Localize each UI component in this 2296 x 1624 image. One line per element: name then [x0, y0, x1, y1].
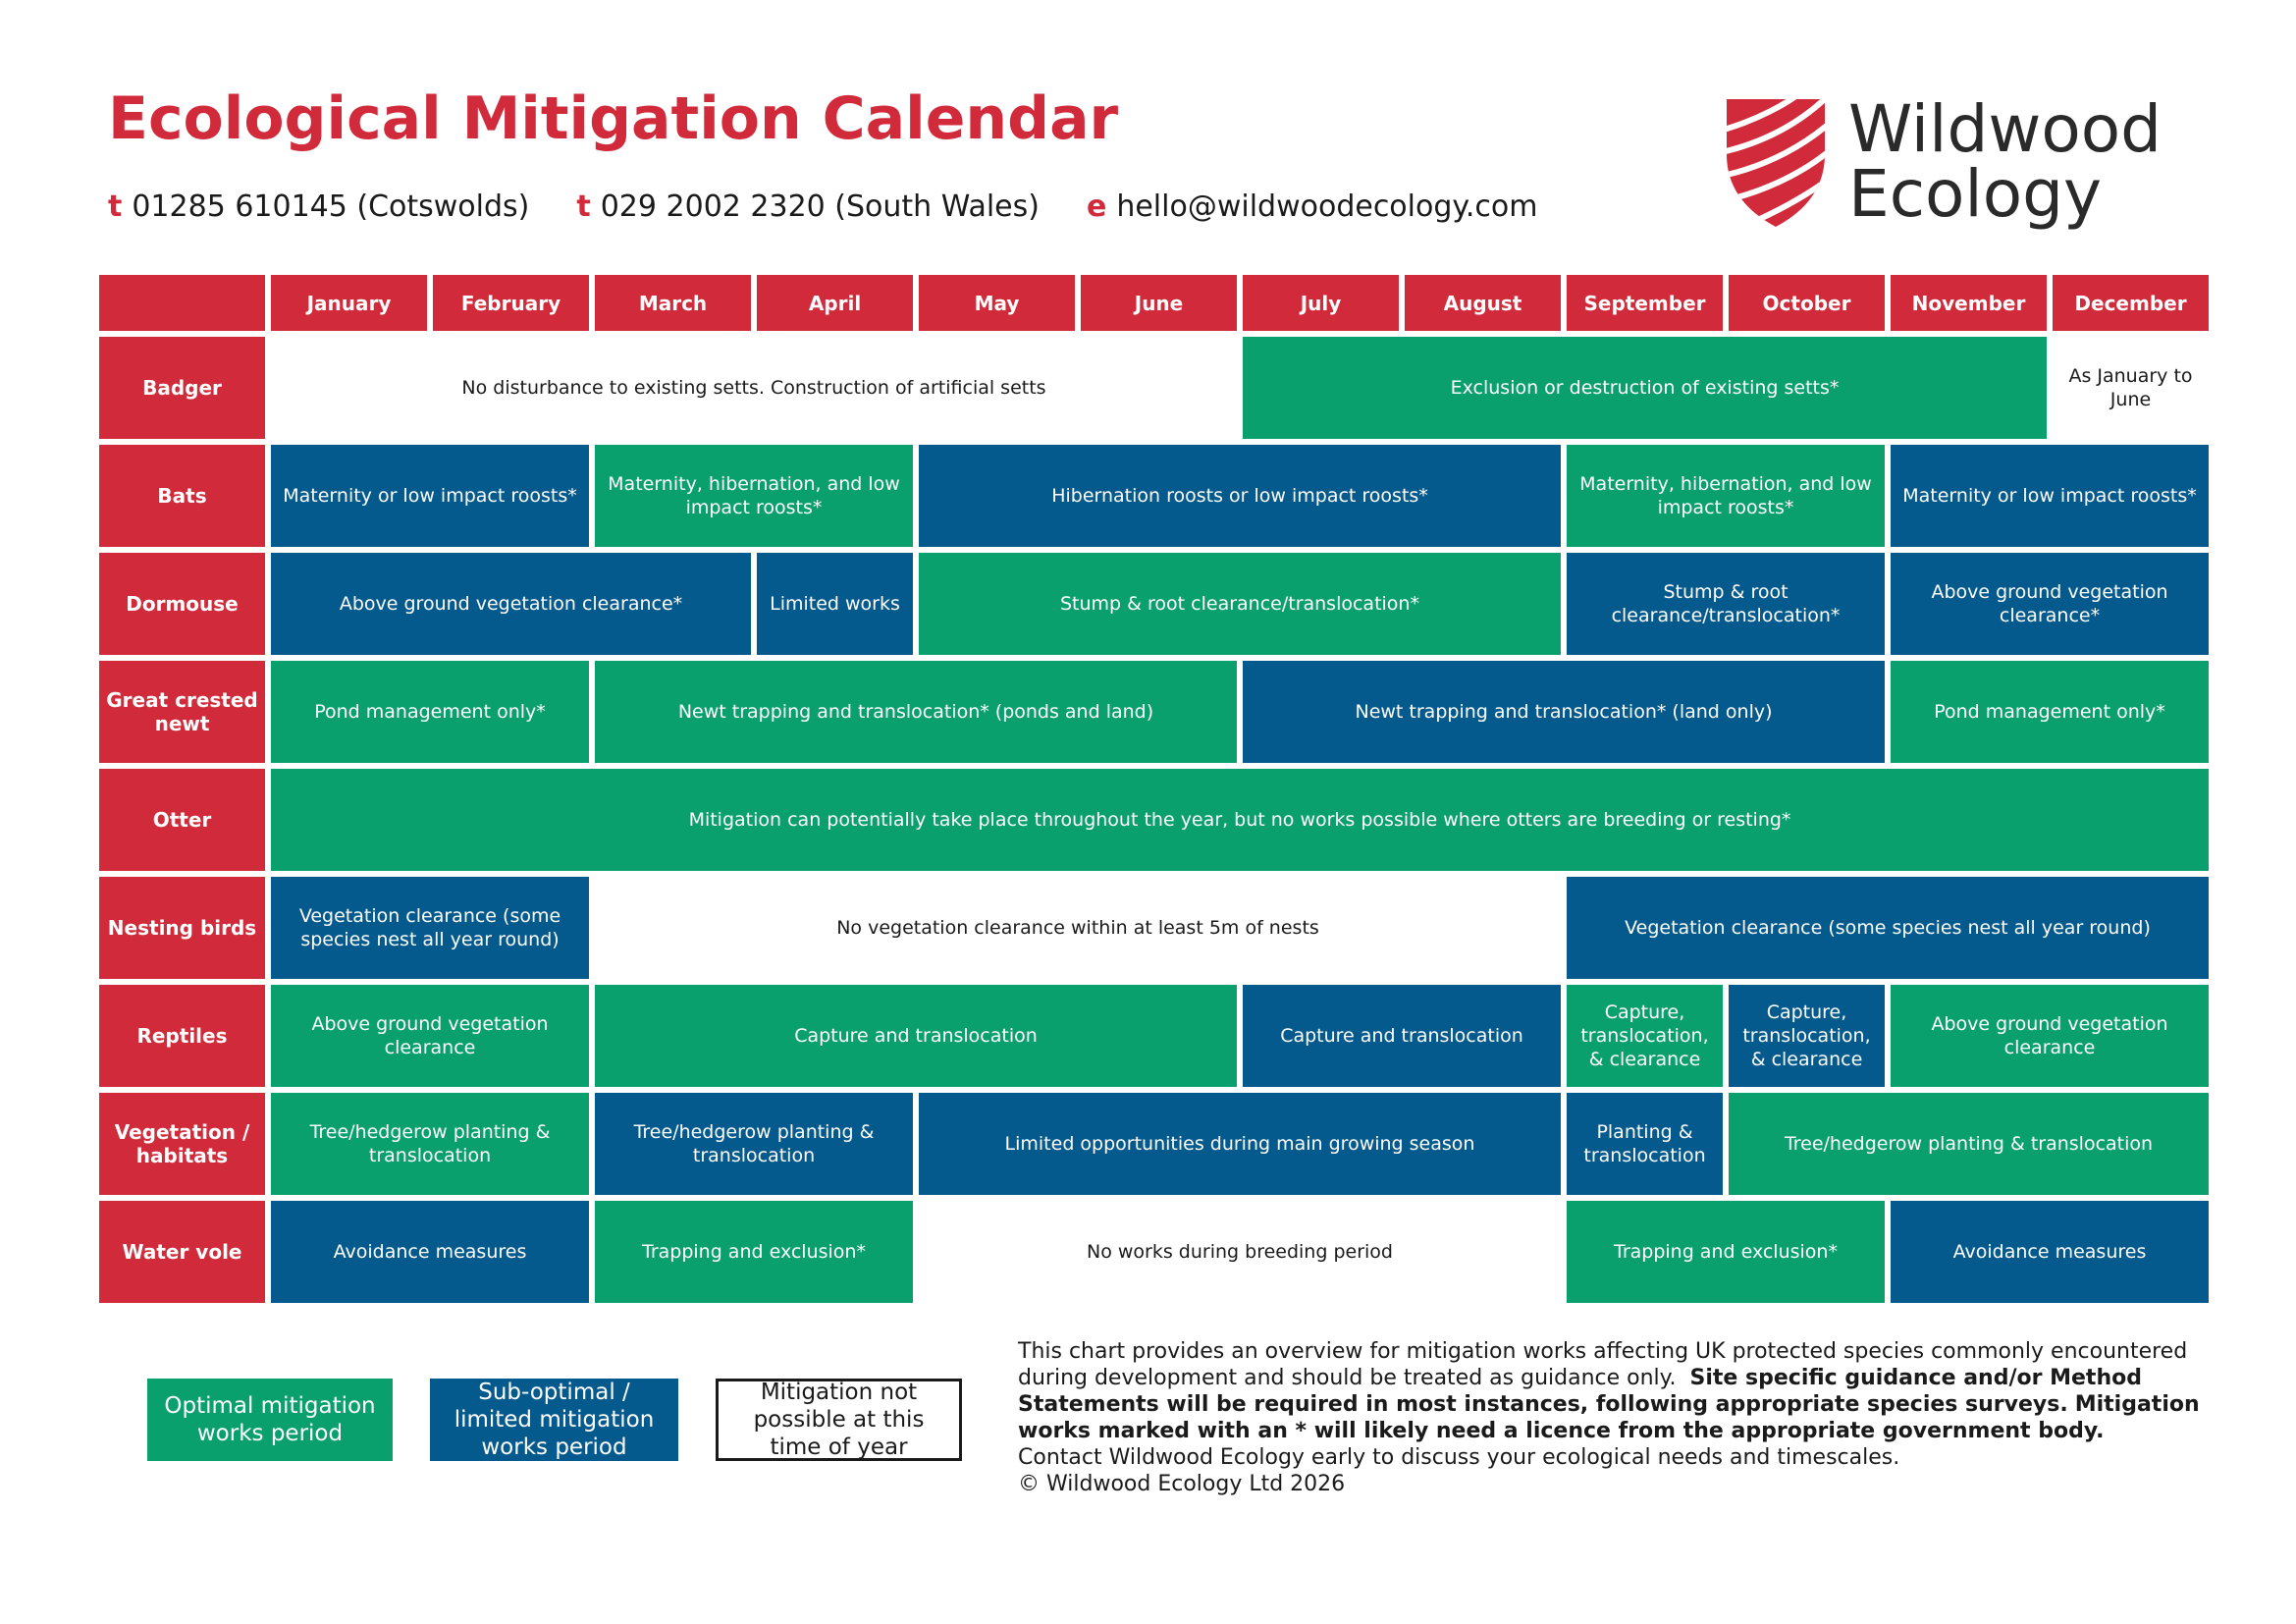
- notes-contact: Contact Wildwood Ecology early to discuss your ecological needs and timescales.: [1018, 1445, 1900, 1470]
- period-cell-none: No vegetation clearance within at least 5m of nests: [595, 877, 1561, 979]
- month-header-october: October: [1729, 275, 1885, 331]
- period-cell-optimal: Tree/hedgerow planting & translocation: [1729, 1093, 2209, 1195]
- species-label-dormouse: Dormouse: [99, 553, 265, 655]
- month-header-november: November: [1891, 275, 2047, 331]
- period-cell-suboptimal: Capture, translocation, & clearance: [1729, 985, 1885, 1087]
- period-cell-optimal: Capture and translocation: [595, 985, 1237, 1087]
- period-cell-optimal: Above ground vegetation clearance: [1891, 985, 2209, 1087]
- contact-email[interactable]: [1087, 189, 1538, 224]
- notes-licence: Mitigation works marked with an * will likely need a licence from the appropriate government body.: [1018, 1392, 2200, 1443]
- logo-line-1: Wildwood: [1848, 91, 2163, 167]
- species-label-reptiles: Reptiles: [99, 985, 265, 1087]
- period-cell-optimal: Newt trapping and translocation* (ponds and land): [595, 661, 1237, 763]
- contact-south-wales[interactable]: [576, 189, 1040, 224]
- logo-wordmark: [1848, 91, 2163, 232]
- phone-label: t: [108, 189, 123, 224]
- species-label-vegetation-habitats: Vegetation / habitats: [99, 1093, 265, 1195]
- species-label-bats: Bats: [99, 445, 265, 547]
- legend-optimal: Optimal mitigation works period: [147, 1379, 393, 1461]
- period-cell-suboptimal: Tree/hedgerow planting & translocation: [595, 1093, 913, 1195]
- logo-line-2: Ecology: [1848, 156, 2103, 232]
- mitigation-calendar-grid: [99, 275, 2208, 1303]
- species-label-water-vole: Water vole: [99, 1201, 265, 1303]
- period-cell-optimal: Pond management only*: [271, 661, 589, 763]
- month-header-january: January: [271, 275, 427, 331]
- email-address: hello@wildwoodecology.com: [1116, 189, 1538, 224]
- period-cell-suboptimal: Newt trapping and translocation* (land only): [1243, 661, 1885, 763]
- contact-cotswolds[interactable]: [108, 189, 529, 224]
- period-cell-optimal: Tree/hedgerow planting & translocation: [271, 1093, 589, 1195]
- period-cell-optimal: Maternity, hibernation, and low impact roosts*: [595, 445, 913, 547]
- month-header-september: September: [1567, 275, 1723, 331]
- period-cell-optimal: Capture, translocation, & clearance: [1567, 985, 1723, 1087]
- period-cell-none: No works during breeding period: [919, 1201, 1561, 1303]
- period-cell-suboptimal: Stump & root clearance/translocation*: [1567, 553, 1885, 655]
- period-cell-suboptimal: Avoidance measures: [271, 1201, 589, 1303]
- period-cell-suboptimal: Limited opportunities during main growing season: [919, 1093, 1561, 1195]
- notes-method-statements: Site specific guidance and/or Method Statements will be required in most instances, following appropriate species surveys.: [1018, 1366, 2142, 1417]
- period-cell-suboptimal: Planting & translocation: [1567, 1093, 1723, 1195]
- month-header-december: December: [2053, 275, 2209, 331]
- contact-bar: [108, 187, 1584, 226]
- period-cell-suboptimal: Maternity or low impact roosts*: [271, 445, 589, 547]
- month-header-march: March: [595, 275, 751, 331]
- period-cell-suboptimal: Avoidance measures: [1891, 1201, 2209, 1303]
- company-logo: [1723, 93, 2214, 241]
- period-cell-suboptimal: Hibernation roosts or low impact roosts*: [919, 445, 1561, 547]
- month-header-august: August: [1405, 275, 1561, 331]
- notes-paragraph: [1018, 1338, 2216, 1444]
- period-cell-suboptimal: Limited works: [757, 553, 913, 655]
- month-header-april: April: [757, 275, 913, 331]
- page-title: Ecological Mitigation Calendar: [108, 84, 1119, 153]
- species-label-badger: Badger: [99, 337, 265, 439]
- legend-not-possible: Mitigation not possible at this time of year: [716, 1379, 962, 1461]
- species-label-great-crested-newt: Great crested newt: [99, 661, 265, 763]
- species-label-otter: Otter: [99, 769, 265, 871]
- period-cell-optimal: Trapping and exclusion*: [595, 1201, 913, 1303]
- period-cell-optimal: Stump & root clearance/translocation*: [919, 553, 1561, 655]
- period-cell-none: No disturbance to existing setts. Construction of artificial setts: [271, 337, 1237, 439]
- period-cell-suboptimal: Vegetation clearance (some species nest all year round): [271, 877, 589, 979]
- phone-cotswolds: 01285 610145 (Cotswolds): [132, 189, 530, 224]
- period-cell-suboptimal: Above ground vegetation clearance*: [271, 553, 751, 655]
- period-cell-none: As January to June: [2053, 337, 2209, 439]
- species-label-nesting-birds: Nesting birds: [99, 877, 265, 979]
- period-cell-optimal: Above ground vegetation clearance: [271, 985, 589, 1087]
- period-cell-suboptimal: Capture and translocation: [1243, 985, 1561, 1087]
- period-cell-suboptimal: Maternity or low impact roosts*: [1891, 445, 2209, 547]
- month-header-february: February: [433, 275, 589, 331]
- email-label: e: [1086, 189, 1107, 224]
- month-header-june: June: [1081, 275, 1237, 331]
- month-header-may: May: [919, 275, 1075, 331]
- period-cell-optimal: Trapping and exclusion*: [1567, 1201, 1885, 1303]
- period-cell-suboptimal: Above ground vegetation clearance*: [1891, 553, 2209, 655]
- period-cell-optimal: Mitigation can potentially take place throughout the year, but no works possible where otters are breeding or resting*: [271, 769, 2209, 871]
- period-cell-optimal: Maternity, hibernation, and low impact roosts*: [1567, 445, 1885, 547]
- period-cell-suboptimal: Vegetation clearance (some species nest all year round): [1567, 877, 2209, 979]
- legend-suboptimal: Sub-optimal / limited mitigation works period: [430, 1379, 678, 1461]
- period-cell-optimal: Pond management only*: [1891, 661, 2209, 763]
- month-header-july: July: [1243, 275, 1399, 331]
- guidance-notes: [1018, 1338, 2216, 1497]
- header-corner: [99, 275, 265, 331]
- period-cell-optimal: Exclusion or destruction of existing setts*: [1243, 337, 2047, 439]
- notes-copyright: © Wildwood Ecology Ltd 2026: [1018, 1472, 1346, 1496]
- phone-label: t: [576, 189, 591, 224]
- shield-logo-icon: [1723, 93, 1829, 231]
- phone-south-wales: 029 2002 2320 (South Wales): [600, 189, 1040, 224]
- notes-intro: This chart provides an overview for mitigation works affecting UK protected species commonly encountered during development and should be treated as guidance only.: [1018, 1339, 2188, 1390]
